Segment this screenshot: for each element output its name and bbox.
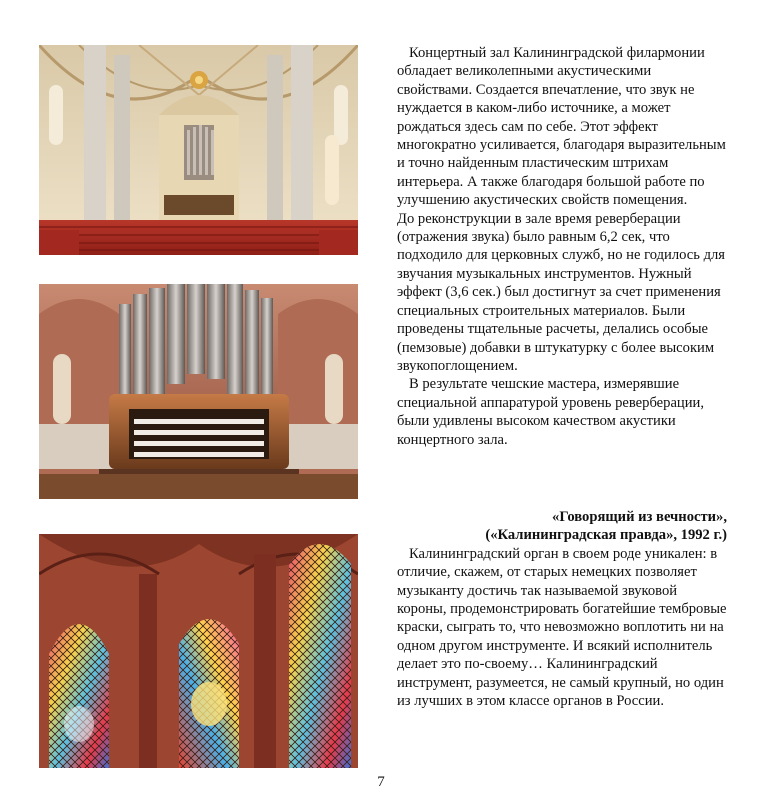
article-paragraph: До реконструкции в зале время реверберации (отражения звука) было равным 6,2 сек, что подходило для церковных служб, но не годилось для звучания музыкальных инструментов. Нужный эффект (3,6 сек.) был достигнут за счет применения специальных строительных материалов. Были проведены тщательные расчеты, делались особые (пемзовые) добавки в штукатурку с более высоким звукопоглощением.: [397, 210, 725, 374]
article-paragraph: Концертный зал Калининградской филармонии обладает великолепными акустическими свойствами. Создается впечатление, что звук не нуждается в каком-либо источнике, а может рождаться здесь сам по себе. Этот эффект многократно усиливается, благодаря выразительным и точно найденным пластическим штрихам интерьера. А также благодаря большой работе по улучшению акустических свойств помещения.: [397, 45, 726, 209]
quote-source: («Калининградская правда», 1992 г.): [485, 527, 727, 544]
quote-text: Калининградский орган в своем роде уникален: в отличие, скажем, от старых немецких позволяет музыканту достичь так называемой звуковой короны, продемонстрировать богатейшие тембровые краски, сыграть то, что невозможно воплотить ни на одном другом инструменте. И всякий исполнитель делает это по-своему… Калининградский инструмент, разумеется, не самый крупный, но один из лучших в этом классе органов в России.: [397, 545, 727, 710]
organ-photo: [39, 284, 358, 499]
article-paragraph: В результате чешские мастера, измерявшие специальной аппаратурой уровень реверберации, были удивлены высоком качеством акустики концертного зала.: [397, 376, 705, 448]
page-number: 7: [377, 774, 385, 790]
quote-block: [397, 508, 727, 710]
quote-title: «Говорящий из вечности»,: [552, 509, 727, 525]
concert-hall-photo: [39, 45, 358, 255]
stained-glass-photo: [39, 534, 358, 768]
article-text: [397, 44, 727, 449]
